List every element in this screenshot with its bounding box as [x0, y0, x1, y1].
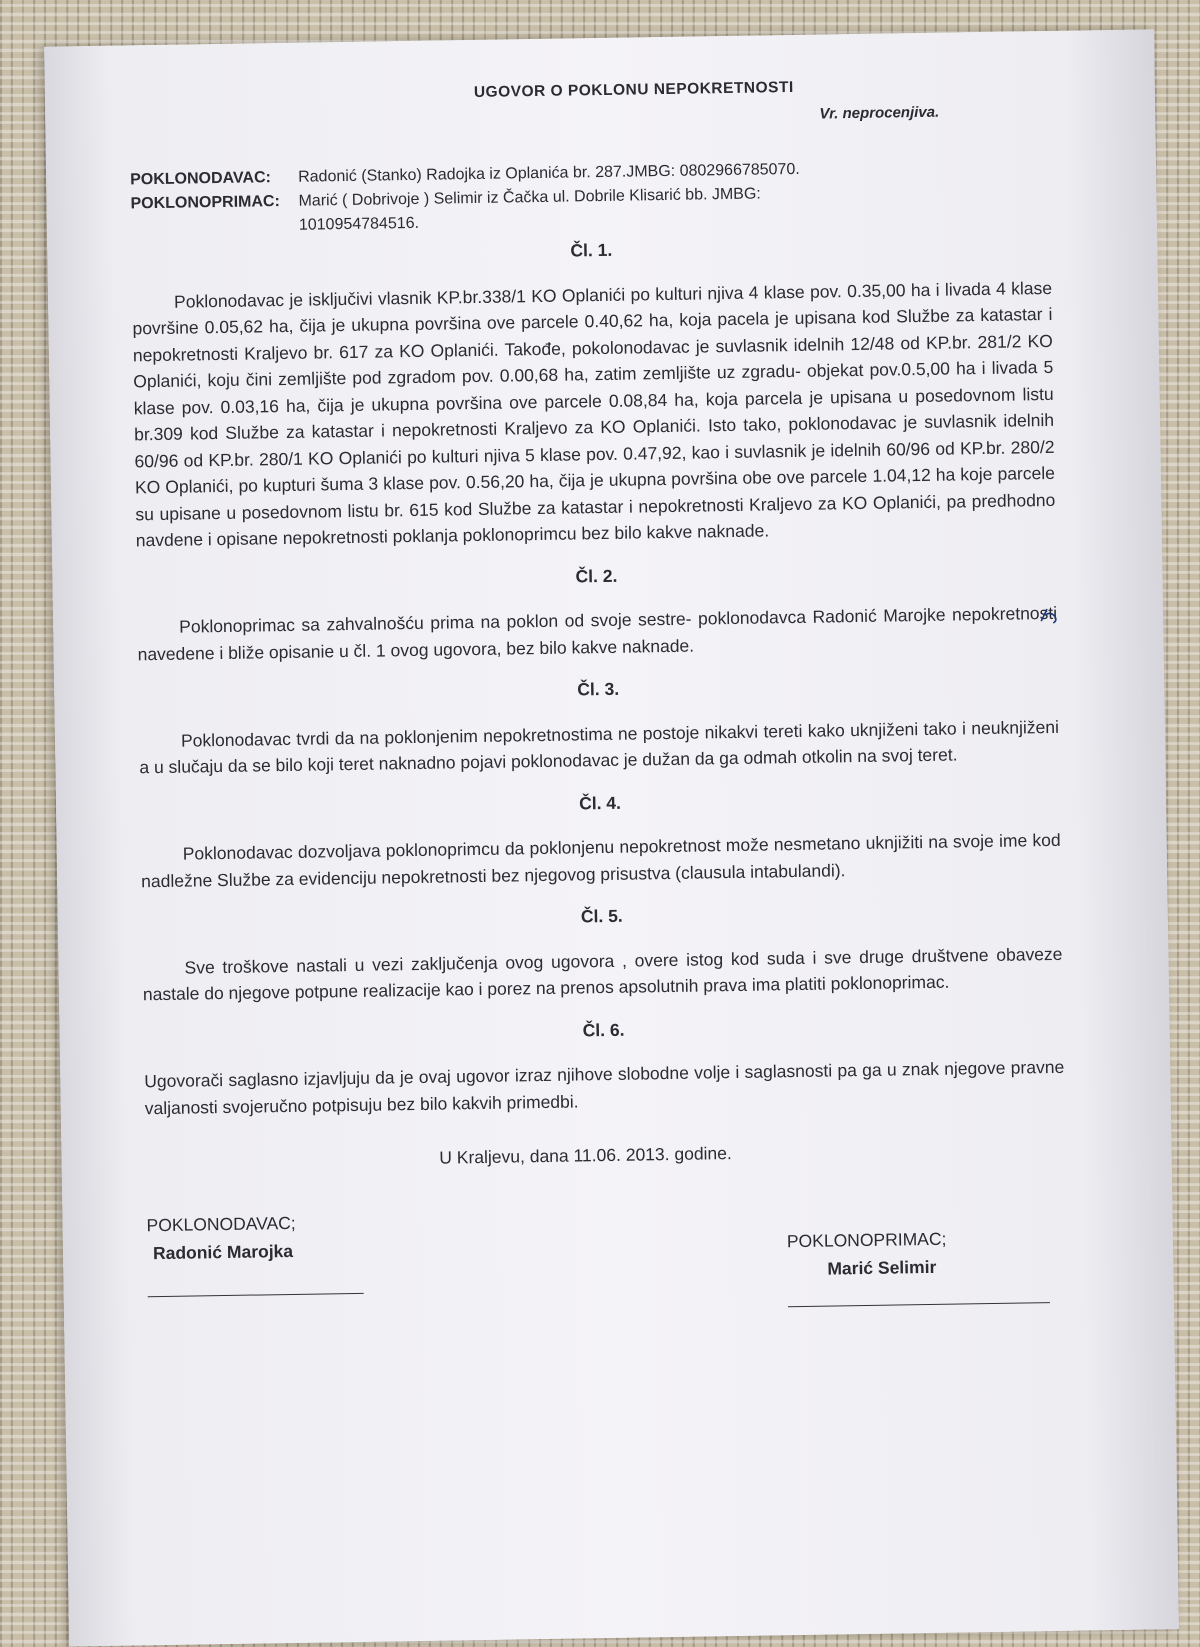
article-2-text: Poklonoprimac sa zahvalnošću prima na poklon od svoje sestre- poklonodavca Radonić Marojke nepokretnosti navedene i bliže opisanie u čl. 1 ovog ugovora, bez bilo kakve naknade.: [137, 602, 1058, 664]
recipient-details: Marić ( Dobrivoje ) Selimir iz Čačka ul. Dobrile Klisarić bb. JMBG:: [298, 185, 761, 210]
value-note: Vr. neprocenjiva.: [819, 103, 940, 123]
document-title: UGOVOR O POKLONU NEPOKRETNOSTI: [473, 78, 794, 101]
recipient-signature-line: [788, 1301, 1050, 1307]
article-4-heading: Čl. 4.: [578, 792, 622, 813]
place-and-date: U Kraljevu, dana 11.06. 2013. godine.: [439, 1143, 732, 1168]
article-5-heading: Čl. 5.: [580, 905, 623, 927]
donor-details: Radonić (Stanko) Radojka iz Oplanića br. 287.JMBG: 0802966785070.: [298, 160, 800, 186]
article-5-text: Sve troškove nastali u vezi zaključenja ovog ugovora , overe istog kod suda i sve druge društvene obaveze nastale do njegove potpune realizacije kao i porez na prenos apsolutnih prava ima platiti poklonoprimac.: [142, 943, 1063, 1005]
article-6-heading: Čl. 6.: [582, 1019, 625, 1040]
donor-signature-name: Radonić Marojka: [152, 1240, 294, 1264]
donor-signature: [146, 1208, 408, 1317]
recipient-label: POKLONOPRIMAC:: [130, 193, 280, 213]
donor-label: POKLONODAVAC:: [130, 169, 272, 189]
donor-signature-role: POKLONODAVAC;: [146, 1212, 296, 1235]
recipient-signature: [787, 1223, 1068, 1306]
article-2-heading: Čl. 2.: [575, 565, 618, 586]
document-paper: [44, 29, 1179, 1646]
contract-document: [129, 71, 1068, 1317]
handwritten-margin-mark-icon: [1037, 601, 1063, 627]
article-6-text: Ugovorači saglasno izjavljuju da je ovaj ugovor izraz njihove slobodne volje i saglasnosti pa ga u znak njegove pravne valjanosti svojeručno potpisuju bez bilo kakvih primedbi.: [144, 1056, 1065, 1118]
article-3-heading: Čl. 3.: [577, 678, 620, 700]
recipient-signature-name: Marić Selimir: [827, 1256, 937, 1279]
signature-block: [146, 1197, 1068, 1316]
article-4-text: Poklonodavac dozvoljava poklonoprimcu da poklonjenu nepokretnost može nesmetano uknjižiti na svoje ime kod nadležne Službe za evidenciju nepokretnosti bez njegovog prisustva (clausula intabulandi).: [141, 829, 1061, 891]
article-3-text: Poklonodavac tvrdi da na poklonjenim nepokretnostima ne postoje nikakvi tereti kako uknjiženi tako i neuknjiženi a u slučaju da se bilo koji teret naknadno pojavi poklonodavac je dužan da ga odmah otkolin na svoj teret.: [139, 716, 1060, 778]
article-1-heading: Čl. 1.: [570, 239, 613, 261]
article-1-text: Poklonodavac je isključivi vlasnik KP.br.338/1 KO Oplanići po kulturi njiva 4 klase pov. 0.35,00 ha i livada 4 klase površine 0.05,62 ha, čija je ukupna površina ove parcele 0.40,62 ha, koja pacela je upisana kod Službe za katastar i nepokretnosti Kraljevo br. 617 za KO Oplanići. Takođe, pokolonodavac je suvlasnik idelnih 12/48 od KP.br. 281/2 KO Oplanići, koju čini zemljište pod zgradom pov. 0.00,68 ha, zatim zemljište uz zgradu- objekat pov.0.5,00 ha i livada 5 klase pov. 0.03,16 ha, čija je ukupna površina ove parcele 0.08,84 ha, koja parcela je upisana u posedovnom listu br.309 kod Službe za katastar i nepokretnosti Kraljevo za KO Oplanići. Isto tako, poklonodavac je suvlasnik idelnih 60/96 od KP.br. 280/1 KO Oplanići po kulturi njiva 5 klase pov. 0.47,92, kao i suvlasnik je idelnih 60/96 od KP.br. 280/2 KO Oplanići, po kupturi šuma 3 klase pov. 0.56,20 ha, čija je ukupna površina obe ove parcele 1.04,12 ha koje parcele su upisane u posedovnom listu br. 615 kod Službe za katastar i nepokretnosti Kraljevo za KO Oplanići, pa predhodno navdene i opisane nepokretnosti poklanja poklonoprimcu bez bilo kakve naknade.: [132, 277, 1056, 551]
donor-signature-line: [148, 1291, 364, 1296]
recipient-jmbg: 1010954784516.: [298, 214, 420, 234]
recipient-signature-role: POKLONOPRIMAC;: [786, 1228, 947, 1251]
